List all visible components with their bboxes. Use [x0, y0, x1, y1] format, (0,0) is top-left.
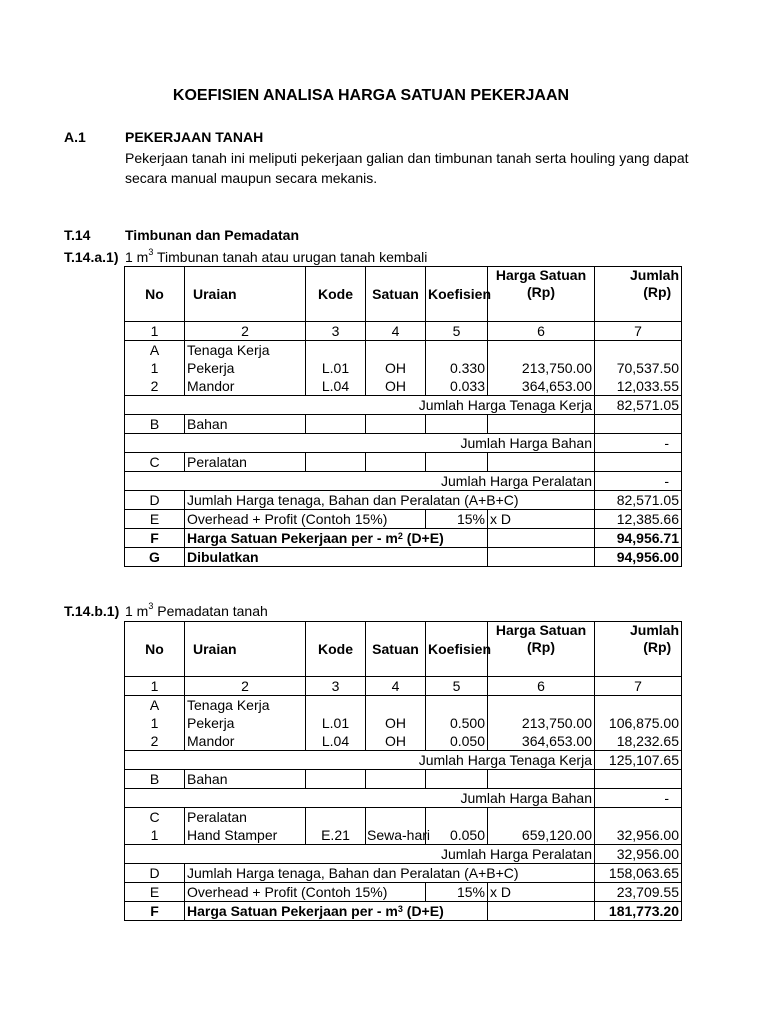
- row-label: Overhead + Profit (Contoh 15%): [185, 510, 426, 529]
- group-label: Bahan: [185, 770, 306, 789]
- col-num: 3: [306, 677, 366, 696]
- table-row: [125, 714, 682, 732]
- row-no: 2: [125, 732, 185, 751]
- row-jumlah: 32,956.00: [595, 826, 682, 845]
- table2-caption: 1 $m^3$ Pemadatan tanah: [125, 601, 268, 619]
- row-f: [125, 902, 682, 921]
- table-row: [125, 377, 682, 396]
- group-letter: C: [125, 453, 185, 472]
- group-a-row: [125, 696, 682, 715]
- group-letter: B: [125, 770, 185, 789]
- row-label: Harga Satuan Pekerjaan per - $m^2$ (D+E): [185, 529, 488, 548]
- row-harga: 364,653.00: [488, 377, 595, 396]
- group-b-row: [125, 415, 682, 434]
- row-e: [125, 510, 682, 529]
- subtotal-label: Jumlah Harga Peralatan: [125, 472, 595, 491]
- header-no: No: [125, 267, 185, 322]
- row-no: 1: [125, 826, 185, 845]
- header-satuan: Satuan: [366, 622, 426, 677]
- row-no: 2: [125, 377, 185, 396]
- header-koefisien: Koefisien: [426, 267, 488, 322]
- subtotal-value: -: [595, 472, 682, 491]
- row-harga: 364,653.00: [488, 732, 595, 751]
- col-num: 2: [185, 677, 306, 696]
- row-letter: F: [125, 902, 185, 921]
- row-value: 94,956.00: [595, 548, 682, 567]
- header-no: No: [125, 622, 185, 677]
- subtotal-value: 125,107.65: [595, 751, 682, 770]
- subtotal-label: Jumlah Harga Peralatan: [125, 845, 595, 864]
- row-no: 1: [125, 359, 185, 377]
- row-value: 12,385.66: [595, 510, 682, 529]
- subtotal-row: [125, 789, 682, 808]
- subtotal-label: Jumlah Harga Tenaga Kerja: [125, 396, 595, 415]
- row-harga: 213,750.00: [488, 714, 595, 732]
- row-kode: L.01: [306, 714, 366, 732]
- row-label: Overhead + Profit (Contoh 15%): [185, 883, 426, 902]
- group-label: Tenaga Kerja: [185, 696, 306, 715]
- row-koefisien: 0.500: [426, 714, 488, 732]
- row-letter: E: [125, 883, 185, 902]
- header-harga-satuan: Harga Satuan (Rp): [488, 622, 595, 677]
- header-uraian: Uraian: [185, 622, 306, 677]
- header-koefisien: Koefisien: [426, 622, 488, 677]
- row-koefisien: 0.050: [426, 826, 488, 845]
- row-uraian: Pekerja: [185, 714, 306, 732]
- column-number-row: [125, 677, 682, 696]
- row-d: [125, 491, 682, 510]
- row-koefisien: 0.033: [426, 377, 488, 396]
- section-description: Pekerjaan tanah ini meliputi pekerjaan galian dan timbunan tanah serta houling yang dapat secara manual maupun secara mekanis.: [125, 150, 689, 186]
- row-value: 94,956.71: [595, 529, 682, 548]
- row-f: [125, 529, 682, 548]
- group-label: Bahan: [185, 415, 306, 434]
- col-num: 4: [366, 322, 426, 341]
- table1-code: T.14.a.1): [64, 249, 119, 265]
- group-b-row: [125, 770, 682, 789]
- table-row: [125, 359, 682, 377]
- row-multiplier: x D: [488, 883, 595, 902]
- subtotal-row: [125, 434, 682, 453]
- row-uraian: Pekerja: [185, 359, 306, 377]
- header-satuan: Satuan: [366, 267, 426, 322]
- row-satuan: OH: [366, 359, 426, 377]
- row-value: 23,709.55: [595, 883, 682, 902]
- row-percent: 15%: [426, 883, 488, 902]
- subsection-code: T.14: [64, 227, 91, 243]
- row-letter: E: [125, 510, 185, 529]
- col-num: 5: [426, 322, 488, 341]
- col-num: 3: [306, 322, 366, 341]
- table2-code: T.14.b.1): [64, 603, 120, 619]
- row-satuan: Sewa-hari: [367, 827, 431, 843]
- row-jumlah: 70,537.50: [595, 359, 682, 377]
- row-e: [125, 883, 682, 902]
- header-kode: Kode: [306, 267, 366, 322]
- row-letter: D: [125, 491, 185, 510]
- row-uraian: Mandor: [185, 377, 306, 396]
- subtotal-row: [125, 396, 682, 415]
- header-jumlah: Jumlah (Rp): [595, 622, 682, 677]
- col-num: 1: [125, 677, 185, 696]
- group-c-row: [125, 453, 682, 472]
- table-header-row: [125, 267, 682, 322]
- group-label: Tenaga Kerja: [185, 341, 306, 360]
- subtotal-value: 32,956.00: [595, 845, 682, 864]
- column-number-row: [125, 322, 682, 341]
- table-row: [125, 826, 682, 845]
- row-label: Jumlah Harga tenaga, Bahan dan Peralatan (A+B+C): [185, 491, 595, 510]
- row-uraian: Hand Stamper: [185, 826, 306, 845]
- col-num: 2: [185, 322, 306, 341]
- row-no: 1: [125, 714, 185, 732]
- table-row: [125, 732, 682, 751]
- subtotal-label: Jumlah Harga Bahan: [125, 434, 595, 453]
- row-letter: F: [125, 529, 185, 548]
- col-num: 6: [488, 677, 595, 696]
- col-num: 7: [595, 677, 682, 696]
- group-letter: C: [125, 808, 185, 827]
- header-jumlah: Jumlah (Rp): [595, 267, 682, 322]
- row-value: 181,773.20: [595, 902, 682, 921]
- header-harga-satuan: Harga Satuan (Rp): [488, 267, 595, 322]
- row-harga: 213,750.00: [488, 359, 595, 377]
- row-d: [125, 864, 682, 883]
- page-title: KOEFISIEN ANALISA HARGA SATUAN PEKERJAAN: [172, 87, 570, 104]
- row-harga: 659,120.00: [488, 826, 595, 845]
- subtotal-value: 82,571.05: [595, 396, 682, 415]
- row-g: [125, 548, 682, 567]
- row-jumlah: 106,875.00: [595, 714, 682, 732]
- section-title: PEKERJAAN TANAH: [125, 129, 264, 145]
- row-satuan: OH: [366, 714, 426, 732]
- table1-caption: 1 $m^3$ Timbunan tanah atau urugan tanah kembali: [125, 247, 428, 265]
- row-kode: L.01: [306, 359, 366, 377]
- group-label: Peralatan: [185, 808, 306, 827]
- subsection-title: Timbunan dan Pemadatan: [125, 227, 299, 243]
- row-satuan: OH: [366, 377, 426, 396]
- row-percent: 15%: [426, 510, 488, 529]
- analysis-table-1: [124, 266, 682, 567]
- row-label: Dibulatkan: [185, 548, 488, 567]
- row-kode: L.04: [306, 377, 366, 396]
- subtotal-value: -: [595, 434, 682, 453]
- row-kode: E.21: [306, 826, 366, 845]
- col-num: 1: [125, 322, 185, 341]
- col-num: 7: [595, 322, 682, 341]
- row-letter: D: [125, 864, 185, 883]
- group-letter: B: [125, 415, 185, 434]
- row-jumlah: 18,232.65: [595, 732, 682, 751]
- col-num: 4: [366, 677, 426, 696]
- col-num: 5: [426, 677, 488, 696]
- row-koefisien: 0.050: [426, 732, 488, 751]
- row-value: 82,571.05: [595, 491, 682, 510]
- group-label: Peralatan: [185, 453, 306, 472]
- group-c-row: [125, 808, 682, 827]
- section-code: A.1: [64, 129, 86, 145]
- header-kode: Kode: [306, 622, 366, 677]
- row-koefisien: 0.330: [426, 359, 488, 377]
- group-a-row: [125, 341, 682, 360]
- row-jumlah: 12,033.55: [595, 377, 682, 396]
- row-satuan: OH: [366, 732, 426, 751]
- group-letter: A: [125, 341, 185, 360]
- row-label: Jumlah Harga tenaga, Bahan dan Peralatan (A+B+C): [185, 864, 595, 883]
- row-uraian: Mandor: [185, 732, 306, 751]
- row-value: 158,063.65: [595, 864, 682, 883]
- col-num: 6: [488, 322, 595, 341]
- subtotal-row: [125, 845, 682, 864]
- group-letter: A: [125, 696, 185, 715]
- row-multiplier: x D: [488, 510, 595, 529]
- subtotal-row: [125, 751, 682, 770]
- row-label: Harga Satuan Pekerjaan per - $m^3$ (D+E): [185, 902, 488, 921]
- row-kode: L.04: [306, 732, 366, 751]
- row-letter: G: [125, 548, 185, 567]
- subtotal-row: [125, 472, 682, 491]
- subtotal-label: Jumlah Harga Bahan: [125, 789, 595, 808]
- table-header-row: [125, 622, 682, 677]
- analysis-table-2: [124, 621, 682, 921]
- subtotal-value: -: [595, 789, 682, 808]
- subtotal-label: Jumlah Harga Tenaga Kerja: [125, 751, 595, 770]
- header-uraian: Uraian: [185, 267, 306, 322]
